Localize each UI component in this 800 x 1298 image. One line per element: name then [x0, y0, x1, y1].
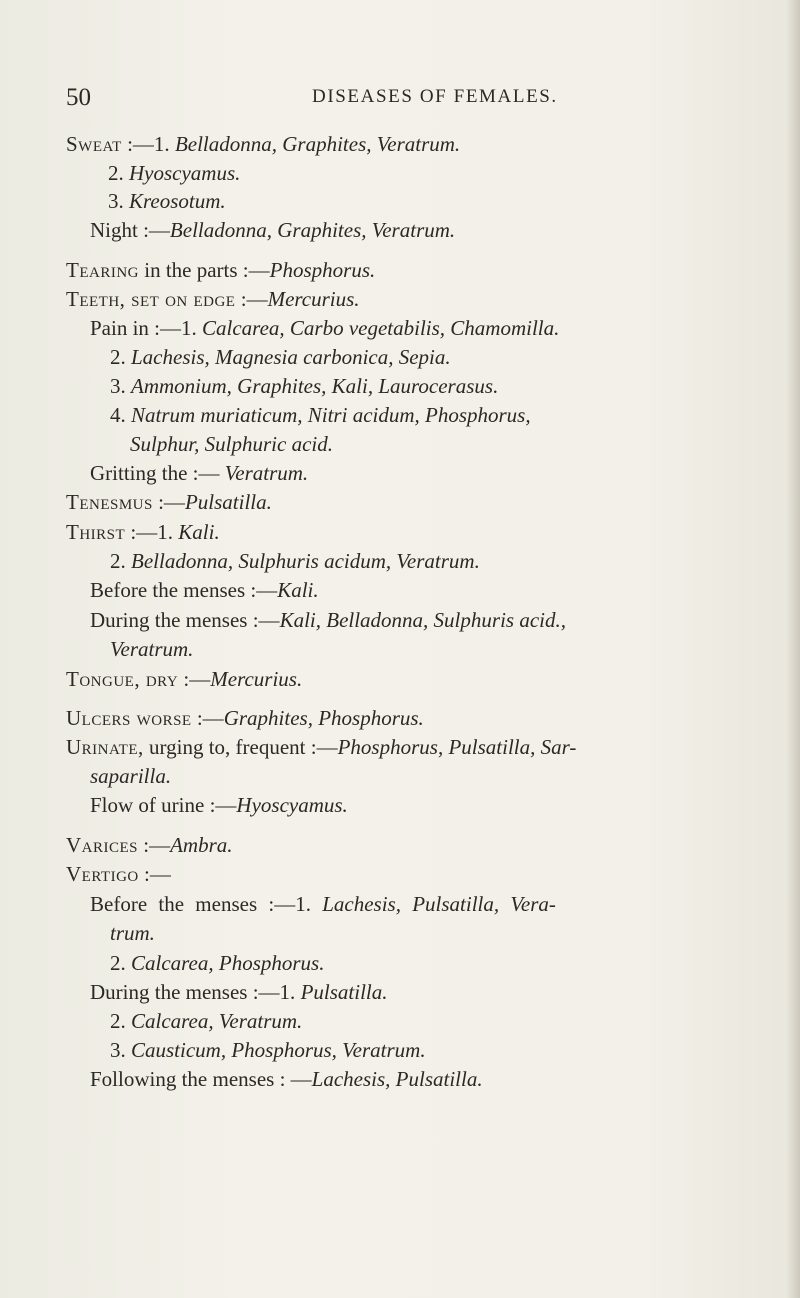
text-line: [90, 459, 308, 487]
entry-text: :—: [235, 287, 268, 311]
page-edge-shadow: [786, 0, 800, 1298]
entry-text: 3.: [110, 374, 131, 398]
text-line: [90, 890, 556, 918]
entry-heading: Sweat: [66, 132, 122, 156]
remedy-names: Lachesis, Pulsatilla, Vera-: [322, 892, 556, 916]
entry-text: During the menses :—: [90, 608, 280, 632]
remedy-names: Sulphur, Sulphuric acid.: [130, 432, 333, 456]
remedy-names: Graphites, Phosphorus.: [223, 706, 424, 730]
text-line: [108, 187, 226, 215]
remedy-names: Lachesis, Pulsatilla.: [311, 1067, 483, 1091]
remedy-names: Kreosotum.: [129, 189, 226, 213]
text-line: [110, 547, 480, 575]
entry-text: :—: [178, 667, 211, 691]
entry-text: 2.: [110, 951, 131, 975]
text-line: [108, 159, 240, 187]
remedy-names: Pulsatilla.: [300, 980, 388, 1004]
entry-heading: Urinate,: [66, 735, 144, 759]
entry-text: :—1.: [121, 132, 175, 156]
remedy-names: Causticum, Phosphorus, Veratrum.: [131, 1038, 426, 1062]
remedy-names: Lachesis, Magnesia carbonica, Sepia.: [131, 345, 451, 369]
text-line: [110, 1036, 426, 1064]
entry-text: urging to, frequent :—: [143, 735, 338, 759]
remedy-names: Ammonium, Graphites, Kali, Laurocerasus.: [131, 374, 499, 398]
entry-text: 2.: [110, 549, 131, 573]
remedy-names: saparilla.: [90, 764, 172, 788]
entry-text: Before the menses :—1.: [90, 892, 323, 916]
text-line: [110, 372, 498, 400]
remedy-names: Calcarea, Phosphorus.: [131, 951, 325, 975]
entry-heading: Tenesmus: [66, 490, 153, 514]
remedy-names: Mercurius.: [267, 287, 360, 311]
remedy-names: Kali.: [178, 520, 220, 544]
text-line: [90, 1065, 483, 1093]
text-line: [66, 285, 360, 313]
remedy-names: Ambra.: [170, 833, 233, 857]
entry-text: Following the menses : —: [90, 1067, 312, 1091]
entry-heading: Varices: [66, 833, 139, 857]
running-head: DISEASES OF FEMALES.: [312, 86, 558, 107]
entry-heading: Thirst: [66, 520, 126, 544]
remedy-names: Kali, Belladonna, Sulphuris acid.,: [279, 608, 566, 632]
text-line: [66, 130, 460, 158]
entry-heading: Ulcers worse: [66, 706, 192, 730]
remedy-names: Veratrum.: [110, 637, 194, 661]
remedy-names: Calcarea, Carbo vegetabilis, Chamomilla.: [202, 316, 560, 340]
text-line: [110, 1007, 302, 1035]
remedy-names: Phosphorus, Pulsatilla, Sar-: [337, 735, 577, 759]
entry-heading: Tearing: [66, 258, 139, 282]
text-line: [66, 733, 576, 761]
entry-text: 2.: [108, 161, 129, 185]
remedy-names: Belladonna, Sulphuris acidum, Veratrum.: [131, 549, 480, 573]
text-line: [110, 919, 155, 947]
text-line: [110, 343, 451, 371]
entry-text: 4.: [110, 403, 131, 427]
entry-text: Flow of urine :—: [90, 793, 237, 817]
entry-text: 3.: [110, 1038, 131, 1062]
page-header: [66, 84, 766, 114]
text-line: [66, 665, 302, 693]
page-number: 50: [66, 84, 91, 111]
text-line: [90, 606, 566, 634]
entry-text: in the parts :—: [139, 258, 270, 282]
remedy-names: trum.: [110, 921, 155, 945]
entry-text: :—: [138, 862, 171, 886]
entry-heading: Teeth, set on edge: [66, 287, 236, 311]
entry-text: Pain in :—1.: [90, 316, 203, 340]
entry-text: 2.: [110, 345, 131, 369]
text-line: [130, 430, 333, 458]
text-line: [110, 635, 193, 663]
entry-text: Night :—: [90, 218, 170, 242]
entry-text: Before the menses :—: [90, 578, 278, 602]
text-line: [66, 488, 272, 516]
remedy-names: Calcarea, Veratrum.: [131, 1009, 303, 1033]
remedy-names: Pulsatilla.: [184, 490, 272, 514]
entry-heading: Tongue, dry: [66, 667, 179, 691]
entry-text: :—: [191, 706, 224, 730]
entry-text: Gritting the :—: [90, 461, 225, 485]
text-line: [66, 256, 375, 284]
remedy-names: Kali.: [277, 578, 319, 602]
remedy-names: Belladonna, Graphites, Veratrum.: [174, 132, 461, 156]
entry-text: :—: [138, 833, 171, 857]
remedy-names: Natrum muriaticum, Nitri acidum, Phosphorus,: [131, 403, 531, 427]
text-line: [66, 704, 424, 732]
remedy-names: Hyoscyamus.: [129, 161, 241, 185]
remedy-names: Belladonna, Graphites, Veratrum.: [169, 218, 456, 242]
text-line: [66, 831, 233, 859]
entry-text: :—1.: [125, 520, 179, 544]
remedy-names: Phosphorus.: [269, 258, 376, 282]
text-line: [90, 216, 455, 244]
text-line: [90, 978, 388, 1006]
text-line: [90, 314, 559, 342]
entry-text: During the menses :—1.: [90, 980, 301, 1004]
entry-text: 2.: [110, 1009, 131, 1033]
entry-text: :—: [152, 490, 185, 514]
entry-heading: Vertigo: [66, 862, 139, 886]
text-line: [90, 762, 171, 790]
text-line: [66, 860, 171, 888]
remedy-names: Mercurius.: [210, 667, 303, 691]
text-line: [90, 576, 319, 604]
entry-text: 3.: [108, 189, 129, 213]
text-line: [110, 949, 324, 977]
text-line: [90, 791, 348, 819]
remedy-names: Veratrum.: [224, 461, 309, 485]
remedy-names: Hyoscyamus.: [236, 793, 348, 817]
text-line: [66, 518, 220, 546]
text-line: [110, 401, 531, 429]
